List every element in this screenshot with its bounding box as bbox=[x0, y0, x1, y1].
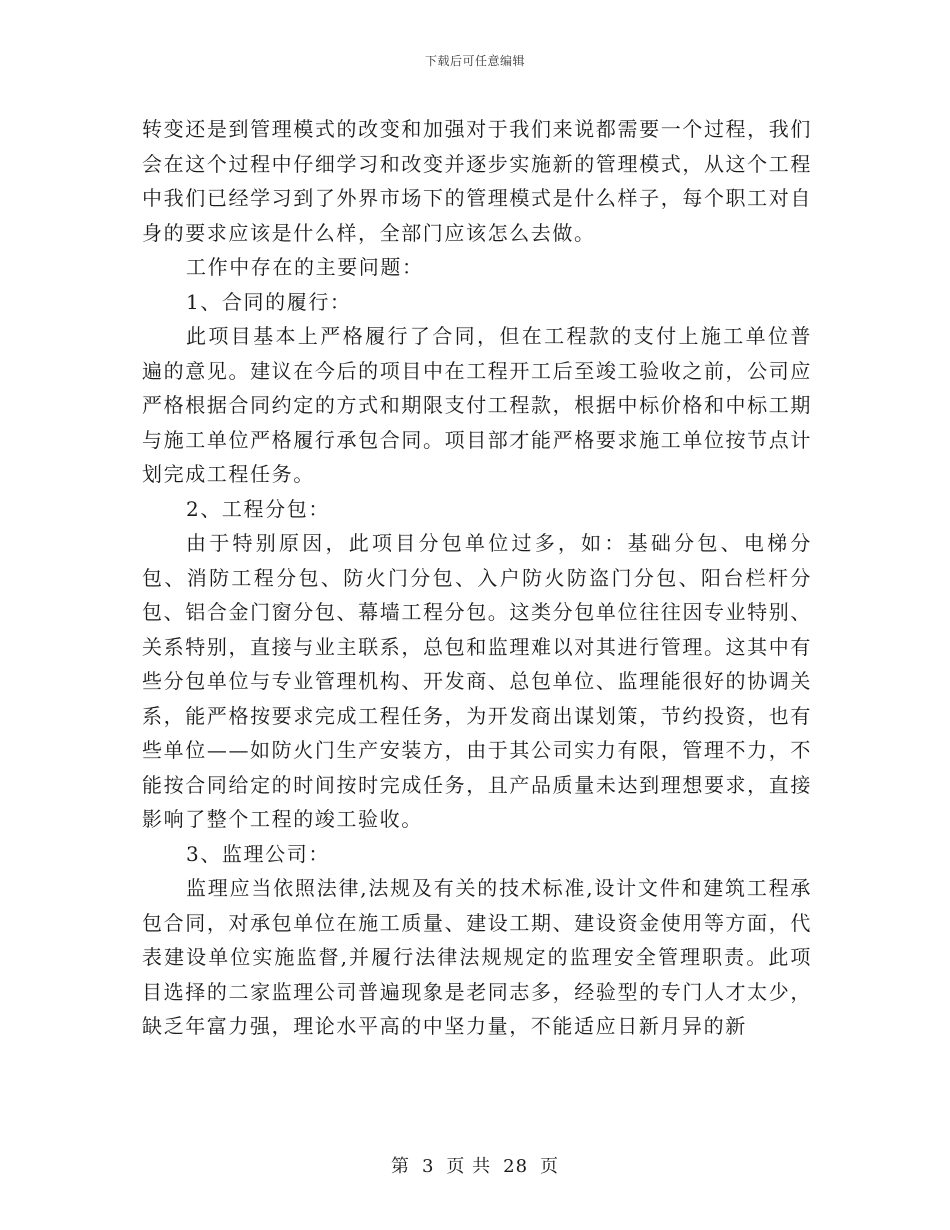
paragraph-8: 监理应当依照法律,法规及有关的技术标准,设计文件和建筑工程承包合同，对承包单位在施工质量、建设工期、建设资金使用等方面，代表建设单位实施监督,并履行法律法规规定的监理安全管理职责。此项目选择的二家监理公司普遍现象是老同志多，经验型的专门人才太少，缺乏年富力强，理论水平高的中坚力量，不能适应日新月异的新 bbox=[142, 876, 812, 1038]
paragraph-7: 3、监理公司： bbox=[186, 841, 330, 866]
footer-suffix: 页 bbox=[540, 1156, 560, 1177]
paragraph-4: 此项目基本上严格履行了合同，但在工程款的支付上施工单位普遍的意见。建议在今后的项目中在工程开工后至竣工验收之前，公司应严格根据合同约定的方式和期限支付工程款，根据中标价格和中标工期与施工单位严格履行承包合同。项目部才能严格要求施工单位按节点计划完成工程任务。 bbox=[142, 324, 812, 486]
footer-middle: 页 共 bbox=[446, 1156, 492, 1177]
paragraph-5: 2、工程分包： bbox=[186, 496, 330, 521]
header-note: 下载后可任意编辑 bbox=[424, 54, 525, 68]
paragraph-2: 工作中存在的主要问题： bbox=[186, 255, 424, 279]
page-footer bbox=[0, 1152, 950, 1178]
paragraph-3: 1、合同的履行： bbox=[186, 289, 352, 314]
current-page-number: 3 bbox=[421, 1156, 435, 1177]
total-page-count: 28 bbox=[503, 1156, 529, 1177]
document-body bbox=[142, 112, 812, 1044]
footer-prefix: 第 bbox=[390, 1156, 410, 1177]
paragraph-6: 由于特别原因，此项目分包单位过多，如：基础分包、电梯分包、消防工程分包、防火门分包、入户防火防盗门分包、阳台栏杆分包、铝合金门窗分包、幕墙工程分包。这类分包单位往往因专业特别、关系特别，直接与业主联系，总包和监理难以对其进行管理。这其中有些分包单位与专业管理机构、开发商、总包单位、监理能很好的协调关系，能严格按要求完成工程任务，为开发商出谋划策，节约投资，也有些单位——如防火门生产安装方，由于其公司实力有限，管理不力，不能按合同给定的时间按时完成任务，且产品质量未达到理想要求，直接影响了整个工程的竣工验收。 bbox=[142, 531, 812, 831]
paragraph-1: 转变还是到管理模式的改变和加强对于我们来说都需要一个过程，我们会在这个过程中仔细学习和改变并逐步实施新的管理模式，从这个工程中我们已经学习到了外界市场下的管理模式是什么样子，每个职工对自身的要求应该是什么样，全部门应该怎么去做。 bbox=[142, 117, 812, 245]
